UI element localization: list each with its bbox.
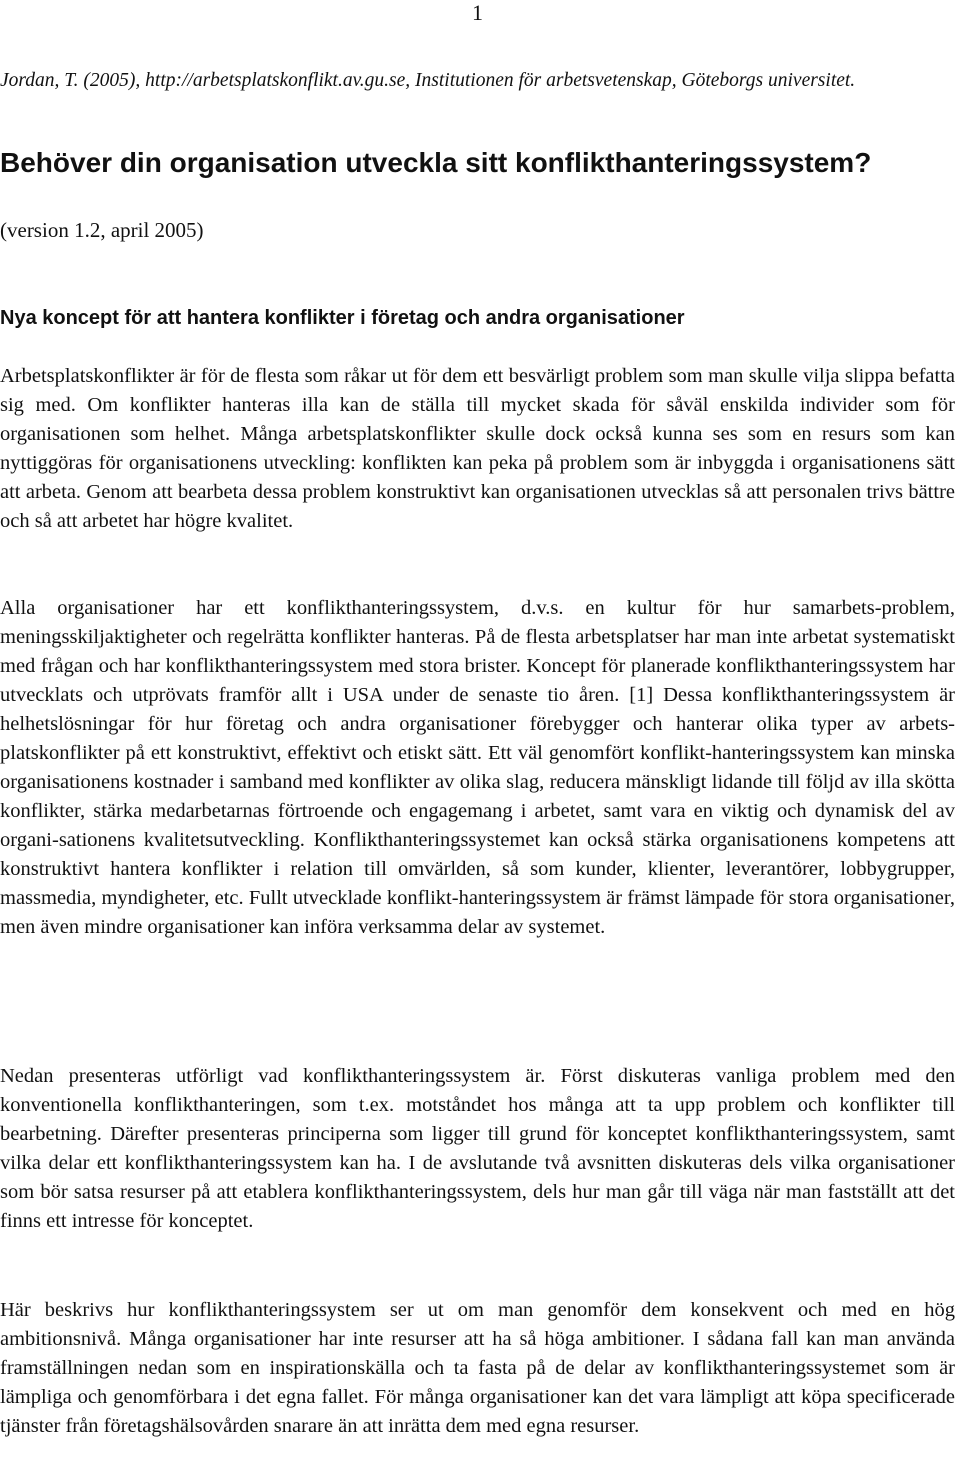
document-title: Behöver din organisation utveckla sitt konflikthanteringssystem? — [0, 147, 872, 178]
paragraph-intro: Arbetsplatskonflikter är för de flesta som råkar ut för dem ett besvärligt problem som man skulle vilja slippa befatta sig med. Om konflikter hanteras illa kan de ställa till mycket skada för såväl enskilda individer som för organisationen som helhet. Många arbetsplatskonflikter skulle dock också kunna ses som en resurs som kan nyttiggöras för organisationens utveckling: konflikten kan peka på problem som är inbyggda i organisationens sätt att arbeta. Genom att bearbeta dessa problem konstruktivt kan organisationen utvecklas så att personalen trivs bättre och så att arbetet har högre kvalitet. — [0, 365, 955, 532]
citation-header: Jordan, T. (2005), http://arbetsplatskonflikt.av.gu.se, Institutionen för arbetsvetenskap, Göteborgs universitet. — [0, 70, 856, 91]
paragraph-ambition: Här beskrivs hur konflikthanteringssystem ser ut om man genomför dem konsekvent och med en hög ambitionsnivå. Många organisationer har inte resurser att ha så höga ambitioner. I sådana fall kan man använda framställningen nedan som en inspirationskälla och ta fasta på de delar av konflikthanteringssystemet som är lämpliga och genomförbara i det egna fallet. För många organisationer kan det vara lämpligt att köpa specificerade tjänster från företagshälsovården snarare än att inrätta dem med egna resurser. — [0, 1299, 955, 1437]
version-note: (version 1.2, april 2005) — [0, 218, 204, 242]
section-subheading: Nya koncept för att hantera konflikter i företag och andra organisationer — [0, 307, 685, 329]
paragraph-overview: Nedan presenteras utförligt vad konflikthanteringssystem är. Först diskuteras vanliga problem med den konventionella konflikthanteringen, som t.ex. motståndet hos många att ta upp problem och konflikter till bearbetning. Därefter presenteras principerna som ligger till grund för konceptet konflikthanteringssystem, samt vilka delar ett konflikthanteringssystem kan ha. I de avslutande två avsnitten diskuteras dels vilka organisationer som bör satsa resurser på att etablera konflikthanteringssystem, dels hur man går till väga när man fastställt att det finns ett intresse för konceptet. — [0, 1065, 955, 1232]
paragraph-systems: Alla organisationer har ett konflikthanteringssystem, d.v.s. en kultur för hur samarbets-problem, meningsskiljaktigheter och regelrätta konflikter hanteras. På de flesta arbetsplatser har man inte arbetat systematiskt med frågan och har konflikthanteringssystem med stora brister. Koncept för planerade konflikthanteringssystem har utvecklats och utprövats framför allt i USA under de senaste tio åren. [1] Dessa konflikthanteringssystem är helhetslösningar för hur företag och andra organisationer förebygger och hanterar olika typer av arbets-platskonflikter på ett konstruktivt, effektivt och etiskt sätt. Ett väl genomfört konflikt-hanteringssystem kan minska organisationens kostnader i samband med konflikter av olika slag, reducera mänskligt lidande till följd av illa skötta konflikter, stärka medarbetarnas förtroende och engagemang i arbetet, samt vara en viktig och dynamisk del av organi-sationens kvalitetsutveckling. Konflikthanteringssystemet kan också stärka organisationens kompetens att konstruktivt hantera konflikter i relation till omvärlden, så som kunder, klienter, leverantörer, lobbygrupper, massmedia, myndigheter, etc. Fullt utvecklade konflikt-hanteringssystem är främst lämpade för stora organisationer, men även mindre organisationer kan införa verksamma delar av systemet. — [0, 597, 955, 938]
page-number: 1 — [472, 0, 483, 25]
